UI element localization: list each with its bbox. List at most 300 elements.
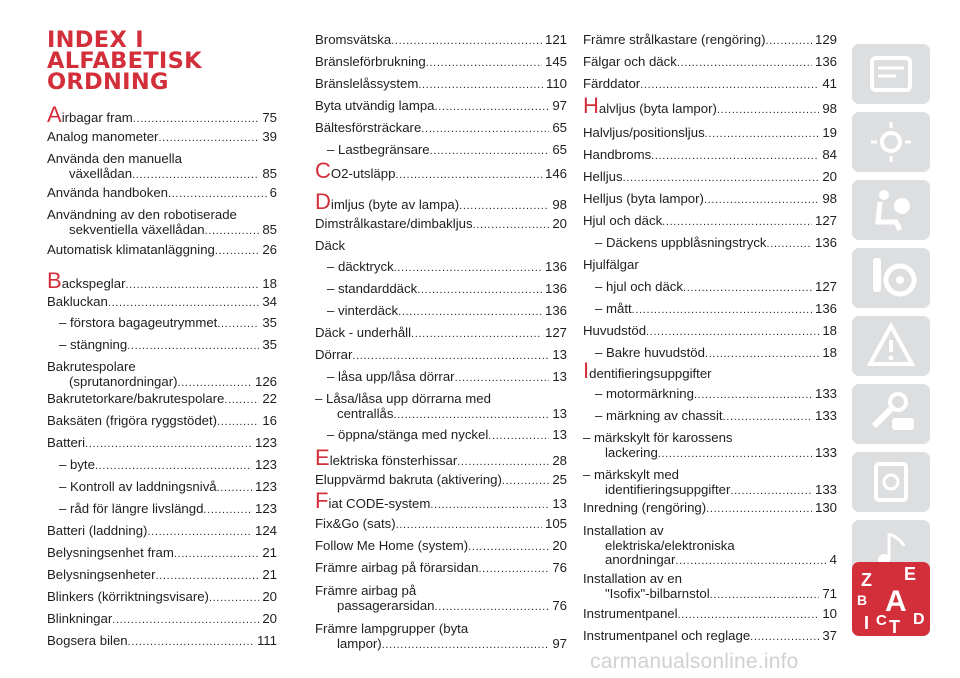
page-number[interactable]: 85 <box>262 221 277 237</box>
page-number[interactable]: 39 <box>262 129 277 144</box>
page-number[interactable]: 28 <box>552 453 567 468</box>
entry-label: Baksäten (frigöra ryggstödet) <box>47 413 218 428</box>
index-entry[interactable] <box>583 572 837 602</box>
index-entry[interactable] <box>315 55 567 71</box>
page-number[interactable]: 6 <box>269 185 277 200</box>
svg-text:Z: Z <box>861 570 872 590</box>
entry-label: sekventiella växellådan <box>69 221 205 237</box>
index-entry[interactable] <box>583 431 837 461</box>
index-entry[interactable] <box>315 488 567 513</box>
page-number[interactable]: 25 <box>552 472 567 487</box>
index-entry[interactable] <box>47 480 277 496</box>
index-entry[interactable] <box>583 358 837 383</box>
entry-label: iat CODE-system <box>328 496 431 511</box>
entry-row <box>315 260 567 276</box>
dot-leader <box>421 121 549 137</box>
index-entry[interactable] <box>315 33 567 49</box>
entry-text <box>595 236 767 251</box>
page-number[interactable]: 13 <box>552 369 567 384</box>
dot-leader <box>168 186 267 202</box>
index-entry[interactable] <box>47 186 277 202</box>
entry-label: – Kontroll av laddningsnivå <box>59 479 217 494</box>
index-entry[interactable] <box>47 338 277 354</box>
entry-row <box>47 243 277 259</box>
index-entry[interactable] <box>315 217 567 233</box>
dot-leader <box>646 324 819 340</box>
index-entry[interactable] <box>315 143 567 159</box>
wrench-car-icon[interactable] <box>852 384 930 444</box>
page-number[interactable]: 98 <box>552 197 567 212</box>
entry-label: – Däckens uppblåsningstryck <box>595 235 767 250</box>
index-entry[interactable] <box>315 189 567 214</box>
page-number[interactable]: 133 <box>814 386 837 401</box>
dot-leader <box>382 637 550 653</box>
page-number[interactable]: 136 <box>544 303 567 318</box>
page-number[interactable]: 127 <box>814 213 837 228</box>
index-entry[interactable] <box>47 268 277 293</box>
dot-leader <box>488 428 549 444</box>
entry-label: passagerarsidan <box>337 597 435 613</box>
page-number[interactable]: 34 <box>262 294 277 309</box>
index-entry[interactable] <box>47 208 277 238</box>
index-entry[interactable] <box>583 55 837 71</box>
page-number[interactable]: 4 <box>829 552 837 567</box>
page-number[interactable]: 133 <box>814 444 837 460</box>
entry-row <box>583 409 837 425</box>
entry-text <box>605 553 675 568</box>
entry-text-line: – märkskylt för karossens <box>583 430 733 445</box>
index-entry[interactable] <box>315 539 567 555</box>
index-entry[interactable] <box>583 148 837 164</box>
index-entry[interactable] <box>315 260 567 276</box>
entry-label: Bränsleförbrukning <box>315 54 426 69</box>
entry-text <box>583 607 678 622</box>
dot-leader <box>85 436 252 452</box>
index-entry[interactable] <box>315 622 567 652</box>
page-number[interactable]: 10 <box>822 606 837 621</box>
page-number[interactable]: 18 <box>822 323 837 338</box>
page-number[interactable]: 98 <box>822 101 837 116</box>
page-number[interactable]: 146 <box>544 166 567 181</box>
dot-leader <box>478 561 549 577</box>
entry-row <box>47 634 277 650</box>
dot-leader <box>174 546 260 562</box>
index-entry[interactable] <box>315 326 567 342</box>
entry-row <box>315 407 567 423</box>
entry-row <box>583 501 837 517</box>
entry-text <box>595 302 632 317</box>
dot-leader <box>435 599 550 615</box>
entry-row <box>315 189 567 214</box>
entry-row <box>47 316 277 332</box>
page-number[interactable]: 136 <box>544 259 567 274</box>
entry-row <box>315 304 567 320</box>
dot-leader <box>396 517 542 533</box>
entry-label: Instrumentpanel och reglage <box>583 628 751 643</box>
entry-label: Främre airbag på förarsidan <box>315 560 479 575</box>
entry-label: Bränslelåssystem <box>315 76 419 91</box>
dot-leader <box>393 407 549 423</box>
entry-text <box>315 33 391 48</box>
entry-text <box>59 458 95 473</box>
entry-text: dentifieringsuppgifter <box>589 366 712 381</box>
dot-leader <box>705 346 819 362</box>
entry-label: – standarddäck <box>327 281 418 296</box>
index-entry[interactable] <box>315 428 567 444</box>
index-entry[interactable] <box>315 392 567 422</box>
page-number[interactable]: 22 <box>262 391 277 406</box>
index-entry[interactable] <box>315 561 567 577</box>
specifications-icon[interactable] <box>852 452 930 512</box>
dot-leader <box>209 590 259 606</box>
page-number[interactable]: 20 <box>822 169 837 184</box>
index-entry[interactable] <box>583 280 837 296</box>
entry-row <box>315 348 567 364</box>
entry-label: Batteri <box>47 435 86 450</box>
page-number[interactable]: 124 <box>254 523 277 538</box>
page-number[interactable]: 110 <box>545 76 567 91</box>
entry-text <box>583 170 623 185</box>
entry-text <box>315 488 431 513</box>
index-entry[interactable] <box>315 239 567 254</box>
page-number[interactable]: 98 <box>822 191 837 206</box>
entry-row <box>315 488 567 513</box>
entry-label: Automatisk klimatanläggning <box>47 242 215 257</box>
page-number[interactable]: 16 <box>262 413 277 428</box>
dot-leader <box>224 392 259 408</box>
index-entry[interactable] <box>315 121 567 137</box>
index-entry[interactable] <box>583 258 837 273</box>
index-entry[interactable] <box>583 409 837 425</box>
capital-letter: E <box>315 445 330 470</box>
index-entry[interactable] <box>583 192 837 208</box>
index-entry[interactable] <box>47 590 277 606</box>
entry-row <box>583 324 837 340</box>
index-entry[interactable] <box>47 295 277 311</box>
dot-leader <box>765 33 812 49</box>
dot-leader <box>455 370 550 386</box>
dot-leader <box>132 167 259 183</box>
index-entry[interactable] <box>47 360 277 390</box>
entry-text <box>327 304 398 319</box>
entry-label: Bogsera bilen <box>47 633 128 648</box>
page-number[interactable]: 76 <box>552 560 567 575</box>
index-entry[interactable] <box>47 458 277 474</box>
entry-text <box>315 473 502 488</box>
index-entry[interactable] <box>583 607 837 623</box>
entry-row <box>583 446 837 462</box>
page-number[interactable]: 121 <box>544 32 567 47</box>
warning-triangle-car-icon[interactable] <box>852 316 930 376</box>
dot-leader <box>215 243 259 259</box>
entry-label: Däck - underhåll <box>315 325 412 340</box>
index-entry[interactable] <box>583 302 837 318</box>
entry-label: – däcktryck <box>327 259 394 274</box>
index-entry[interactable] <box>583 77 837 93</box>
index-entry[interactable] <box>315 445 567 470</box>
entry-row <box>583 236 837 252</box>
dot-leader <box>704 192 819 208</box>
dot-leader <box>394 260 542 276</box>
dot-leader <box>391 33 542 49</box>
entry-row <box>583 280 837 296</box>
entry-text <box>315 539 468 554</box>
page-number[interactable]: 20 <box>262 589 277 604</box>
dot-leader <box>435 99 550 115</box>
entry-row <box>315 370 567 386</box>
index-entry[interactable] <box>315 348 567 364</box>
index-entry[interactable] <box>47 152 277 182</box>
entry-label: Instrumentpanel <box>583 606 678 621</box>
index-entry[interactable] <box>47 634 277 650</box>
entry-text <box>47 612 112 627</box>
entry-label: Hjul och däck <box>583 213 663 228</box>
page-number[interactable]: 35 <box>262 315 277 330</box>
alphabetical-index-icon[interactable] <box>852 562 930 636</box>
index-entry[interactable] <box>47 392 277 408</box>
entry-row <box>47 590 277 606</box>
svg-text:E: E <box>904 564 917 584</box>
page-number[interactable]: 136 <box>814 54 837 69</box>
entry-row <box>583 607 837 623</box>
index-entry[interactable] <box>583 236 837 252</box>
index-entry[interactable] <box>583 501 837 517</box>
dot-leader <box>418 77 543 93</box>
page-number[interactable]: 133 <box>814 408 837 423</box>
entry-text <box>315 121 421 136</box>
page-number[interactable]: 145 <box>544 54 567 69</box>
index-entry[interactable] <box>47 130 277 146</box>
entry-text <box>47 546 174 561</box>
index-entry[interactable] <box>315 473 567 489</box>
capital-letter: A <box>47 102 62 127</box>
dot-leader <box>678 607 820 623</box>
index-entry[interactable] <box>315 584 567 614</box>
entry-label: Handbroms <box>583 147 652 162</box>
page-number[interactable]: 97 <box>552 98 567 113</box>
index-entry[interactable] <box>47 568 277 584</box>
svg-text:A: A <box>885 585 907 618</box>
page-number[interactable]: 136 <box>814 301 837 316</box>
airbag-seat-icon[interactable] <box>852 180 930 240</box>
dot-leader <box>417 282 542 298</box>
index-entry[interactable] <box>583 346 837 362</box>
entry-text <box>583 55 677 70</box>
page-number[interactable]: 21 <box>262 567 277 582</box>
entry-text <box>583 192 704 207</box>
dot-leader <box>640 77 819 93</box>
entry-row <box>47 223 277 239</box>
index-entry[interactable] <box>583 93 837 118</box>
index-entry[interactable] <box>47 612 277 628</box>
entry-text <box>583 33 765 48</box>
entry-text-line: Användning av den robotiserade <box>47 207 237 222</box>
index-heading <box>47 27 287 95</box>
entry-label: växellådan <box>69 165 133 181</box>
dot-leader <box>662 214 812 230</box>
index-entry[interactable] <box>47 436 277 452</box>
index-entry[interactable] <box>583 629 837 645</box>
dot-leader <box>217 316 259 332</box>
page-number[interactable]: 76 <box>552 597 567 613</box>
page-number[interactable]: 75 <box>262 110 277 125</box>
entry-row <box>583 483 837 499</box>
entry-row <box>47 167 277 183</box>
page-number[interactable]: 65 <box>552 120 567 135</box>
entry-text-line: – märkskylt med <box>583 467 679 482</box>
entry-label: Helljus (byta lampor) <box>583 191 704 206</box>
dot-leader <box>205 223 260 239</box>
page-number[interactable]: 13 <box>552 347 567 362</box>
dot-leader <box>706 501 812 517</box>
entry-row <box>315 326 567 342</box>
page-number[interactable]: 136 <box>544 281 567 296</box>
entry-row <box>47 268 277 293</box>
entry-text <box>315 55 426 70</box>
entry-label: – låsa upp/låsa dörrar <box>327 369 455 384</box>
index-entry[interactable] <box>583 468 837 498</box>
page-number[interactable]: 13 <box>552 405 567 421</box>
page-number[interactable]: 136 <box>814 235 837 250</box>
page-number[interactable]: 123 <box>254 479 277 494</box>
page-number[interactable]: 84 <box>822 147 837 162</box>
page-number[interactable]: 133 <box>814 481 837 497</box>
dot-leader <box>125 277 259 293</box>
entry-text <box>327 143 430 158</box>
dot-leader <box>217 414 259 430</box>
svg-text:I: I <box>864 613 870 633</box>
entry-text <box>69 223 205 238</box>
entry-text <box>327 370 455 385</box>
index-entry[interactable] <box>315 370 567 386</box>
entry-label: Blinkers (körriktningsvisare) <box>47 589 209 604</box>
index-entry[interactable] <box>583 33 837 49</box>
entry-text <box>583 93 717 118</box>
page-number[interactable]: 26 <box>262 242 277 257</box>
index-entry[interactable] <box>47 243 277 259</box>
page-number[interactable]: 18 <box>822 345 837 360</box>
page-number[interactable]: 71 <box>822 585 837 601</box>
entry-label: – Lastbegränsare <box>327 142 430 157</box>
entry-row <box>47 524 277 540</box>
entry-label: – öppna/stänga med nyckel <box>327 427 489 442</box>
entry-heading: Hjulfälgar <box>583 257 639 272</box>
entry-row <box>583 192 837 208</box>
dot-leader <box>683 280 812 296</box>
page-number[interactable]: 41 <box>822 76 837 91</box>
entry-label: Färddator <box>583 76 641 91</box>
entry-row <box>583 77 837 93</box>
entry-text <box>47 102 133 127</box>
index-entry[interactable] <box>583 324 837 340</box>
dot-leader <box>457 454 549 470</box>
entry-text <box>47 590 209 605</box>
index-entry[interactable] <box>47 102 277 127</box>
page-number[interactable]: 13 <box>552 496 567 511</box>
index-entry[interactable] <box>583 170 837 186</box>
page-number[interactable]: 126 <box>254 373 277 389</box>
entry-row <box>47 612 277 628</box>
index-entry[interactable] <box>47 524 277 540</box>
index-entry[interactable] <box>315 517 567 533</box>
svg-text:D: D <box>913 611 925 628</box>
entry-text <box>47 524 147 539</box>
dot-leader <box>705 126 820 142</box>
entry-text <box>595 387 694 402</box>
entry-text <box>327 428 488 443</box>
page-number[interactable]: 129 <box>814 32 837 47</box>
entry-row <box>583 55 837 71</box>
page-number[interactable]: 85 <box>262 165 277 181</box>
index-entry[interactable] <box>47 414 277 430</box>
entry-row <box>583 170 837 186</box>
entry-row <box>583 126 837 142</box>
index-entry[interactable] <box>583 387 837 403</box>
page-number[interactable]: 19 <box>822 125 837 140</box>
page-number[interactable]: 20 <box>552 216 567 231</box>
index-entry[interactable] <box>315 304 567 320</box>
entry-label: Fälgar och däck <box>583 54 677 69</box>
index-entry[interactable] <box>583 126 837 142</box>
dot-leader <box>694 387 812 403</box>
page-number[interactable]: 105 <box>544 516 567 531</box>
entry-row <box>315 217 567 233</box>
page-number[interactable]: 35 <box>262 337 277 352</box>
index-entry[interactable] <box>315 282 567 298</box>
dot-leader <box>677 55 812 71</box>
lights-warning-icon[interactable] <box>852 112 930 172</box>
index-entry[interactable] <box>315 99 567 115</box>
page-number[interactable]: 130 <box>814 500 837 515</box>
index-entry[interactable] <box>583 524 837 569</box>
dot-leader <box>730 483 812 499</box>
entry-label: Inredning (rengöring) <box>583 500 707 515</box>
page-number[interactable]: 13 <box>552 427 567 442</box>
dot-leader <box>128 634 254 650</box>
entry-text <box>315 517 396 532</box>
entry-row <box>315 282 567 298</box>
page-number[interactable]: 127 <box>814 279 837 294</box>
index-entry[interactable] <box>315 158 567 183</box>
key-steering-wheel-icon[interactable] <box>852 248 930 308</box>
index-entry[interactable] <box>47 316 277 332</box>
page-number[interactable]: 65 <box>552 142 567 157</box>
page-number[interactable]: 20 <box>552 538 567 553</box>
car-dashboard-icon[interactable] <box>852 44 930 104</box>
index-entry[interactable] <box>583 214 837 230</box>
page-number[interactable]: 20 <box>262 611 277 626</box>
index-entry[interactable] <box>47 502 277 518</box>
page-number[interactable]: 21 <box>262 545 277 560</box>
page-number[interactable]: 111 <box>256 633 277 648</box>
page-number[interactable]: 127 <box>544 325 567 340</box>
index-entry[interactable] <box>47 546 277 562</box>
dot-leader <box>95 458 252 474</box>
page-number[interactable]: 123 <box>254 501 277 516</box>
entry-text <box>59 480 217 495</box>
page-number[interactable]: 97 <box>552 635 567 651</box>
entry-text <box>315 348 352 363</box>
page-number[interactable]: 123 <box>254 435 277 450</box>
entry-label: – råd för längre livslängd <box>59 501 204 516</box>
dot-leader <box>430 143 550 159</box>
index-entry[interactable] <box>315 77 567 93</box>
entry-row <box>47 102 277 127</box>
entry-text <box>583 77 640 92</box>
page-number[interactable]: 18 <box>262 276 277 291</box>
page-number[interactable]: 123 <box>254 457 277 472</box>
page-number[interactable]: 37 <box>822 628 837 643</box>
